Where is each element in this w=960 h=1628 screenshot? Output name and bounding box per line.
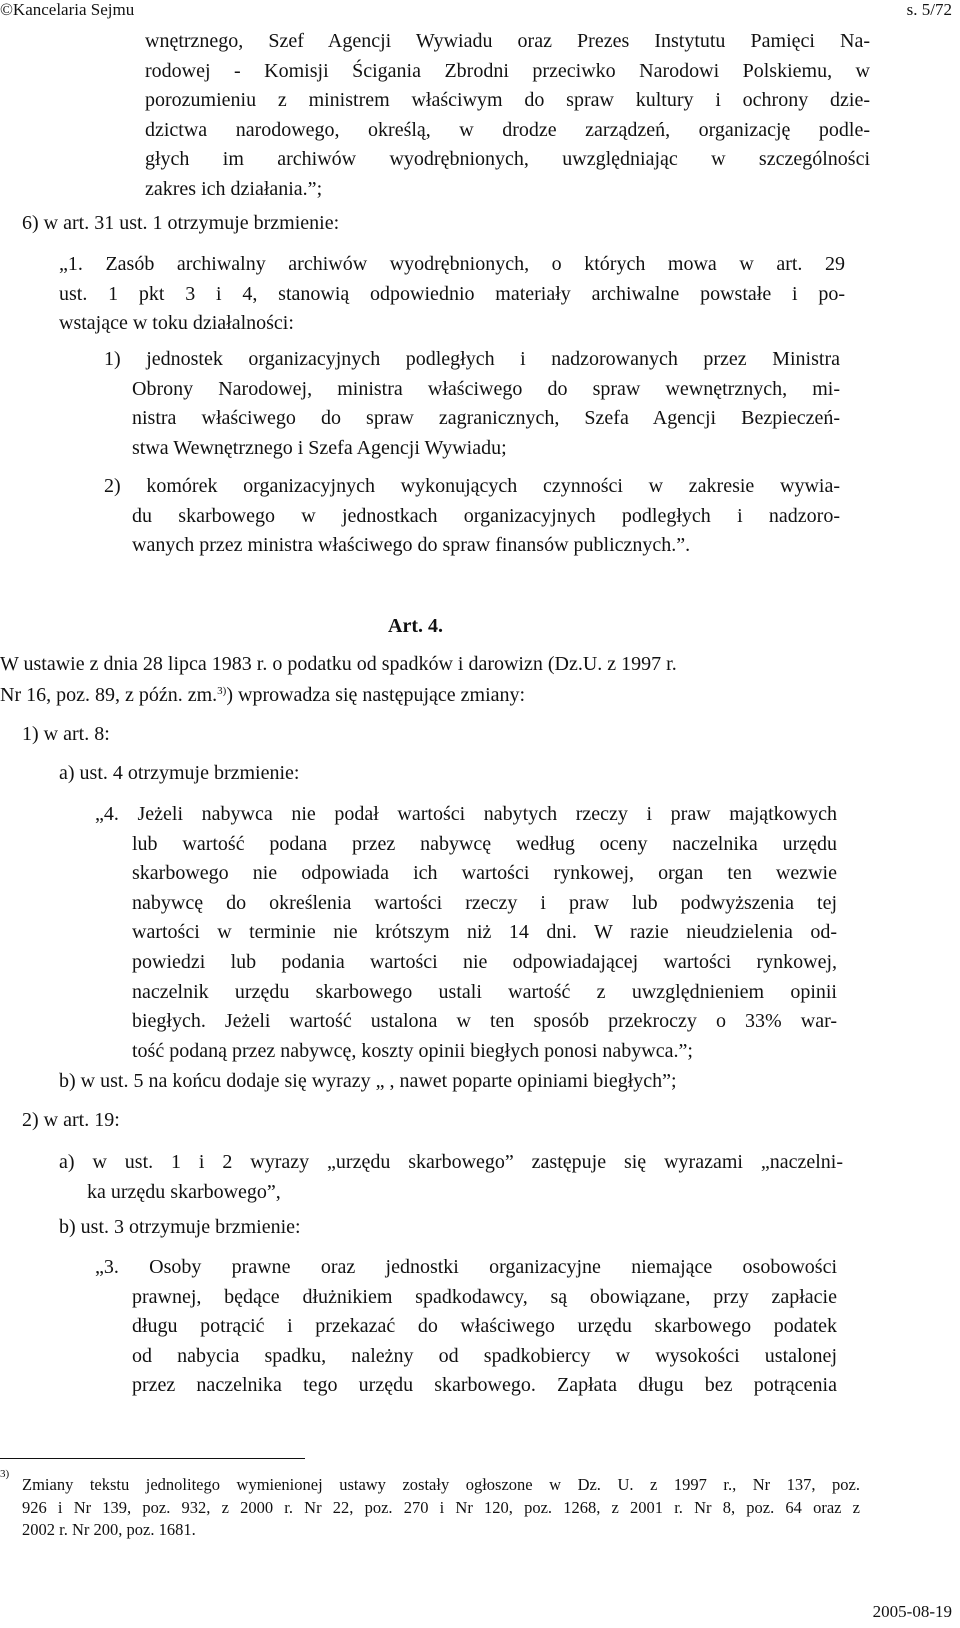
art31-point-1 xyxy=(104,345,840,463)
article-intro-line xyxy=(0,684,525,707)
amendment-item-2b: b) ust. 3 otrzymuje brzmienie: xyxy=(59,1216,301,1238)
intro-text: Nr 16, poz. 89, z późn. zm. xyxy=(0,684,218,706)
footnote-separator xyxy=(0,1458,305,1459)
text-line: wartości w terminie nie krótszym niż 14 dni. W razie nieudzielenia od- xyxy=(132,921,837,944)
text-line: biegłych. Jeżeli wartość ustalona w ten sposób przekroczy o 33% war- xyxy=(132,1010,837,1033)
page-number: s. 5/72 xyxy=(906,0,952,19)
text-line: powiedzi lub podania wartości nie odpowiadającej wartości rynkowej, xyxy=(132,950,837,973)
text-line: nistra właściwego do spraw zagranicznych, Szefa Agencji Bezpieczeń- xyxy=(132,407,840,430)
text-line: du skarbowego w jednostkach organizacyjnych podległych i nadzoro- xyxy=(132,504,840,527)
text-line: skarbowego nie odpowiada ich wartości rynkowej, organ ten wezwie xyxy=(132,862,837,885)
text-line: rodowej - Komisji Ścigania Zbrodni przeciwko Narodowi Polskiemu, w xyxy=(145,59,870,82)
text-line: nabywcę do określenia wartości rzeczy i praw lub podwyższenia tej xyxy=(132,891,837,914)
text-line: stwa Wewnętrznego i Szefa Agencji Wywiadu; xyxy=(132,436,507,459)
intro-text: ) wprowadza się następujące zmiany: xyxy=(226,684,526,706)
text-line: głych im archiwów wyodrębnionych, uwzględniając w szczególności xyxy=(145,148,870,171)
text-line: wstające w toku działalności: xyxy=(59,312,294,335)
text-line: od nabycia spadku, należny od spadkobiercy w wysokości ustalonej xyxy=(132,1344,837,1367)
text-line: wnętrznego, Szef Agencji Wywiadu oraz Prezes Instytutu Pamięci Na- xyxy=(145,30,870,52)
text-line: wanych przez ministra właściwego do spraw finansów publicznych.”. xyxy=(132,534,691,557)
text-line: porozumieniu z ministrem właściwym do spraw kultury i ochrony dzie- xyxy=(145,89,870,112)
paragraph-continuation xyxy=(145,27,870,205)
text-line: zakres ich działania.”; xyxy=(145,177,323,200)
art31-point-2 xyxy=(104,472,840,561)
text-line: naczelnik urzędu skarbowego ustali wartość z uwzględnieniem opinii xyxy=(132,980,837,1003)
footer-date: 2005-08-19 xyxy=(872,1602,952,1621)
ust4-text xyxy=(95,800,837,1066)
footnote-ref: 3) xyxy=(217,685,227,697)
text-line: Obrony Narodowej, ministra właściwego do spraw wewnętrznych, mi- xyxy=(132,377,840,400)
footnote-text xyxy=(22,1474,860,1542)
text-line: ka urzędu skarbowego”, xyxy=(87,1180,281,1203)
text-line: a) w ust. 1 i 2 wyrazy „urzędu skarbowego” zastępuje się wyrazami „naczelni- xyxy=(59,1151,843,1173)
text-line: ust. 1 pkt 3 i 4, stanowią odpowiednio materiały archiwalne powstałe i po- xyxy=(59,282,845,305)
amendment-item-2a xyxy=(59,1148,843,1207)
amendment-item-2: 2) w art. 19: xyxy=(22,1109,120,1131)
text-line: 1) jednostek organizacyjnych podległych i nadzorowanych przez Ministra xyxy=(104,348,840,370)
amendment-item-1b: b) w ust. 5 na końcu dodaje się wyrazy „ , nawet poparte opiniami biegłych”; xyxy=(59,1070,677,1092)
text-line: 2) komórek organizacyjnych wykonujących czynności w zakresie wywia- xyxy=(104,475,840,497)
amendment-item-1: 1) w art. 8: xyxy=(22,723,110,745)
text-line: lub wartość podana przez nabywcę według oceny naczelnika urzędu xyxy=(132,832,837,855)
amendment-item-1a: a) ust. 4 otrzymuje brzmienie: xyxy=(59,762,300,784)
text-line: tość podaną przez nabywcę, koszty opinii biegłych ponosi nabywca.”; xyxy=(132,1039,693,1062)
text-line: 2002 r. Nr 200, poz. 1681. xyxy=(22,1520,196,1539)
text-line: „4. Jeżeli nabywca nie podał wartości nabytych rzeczy i praw majątkowych xyxy=(95,803,837,825)
text-line: „3. Osoby prawne oraz jednostki organizacyjne niemające osobowości xyxy=(95,1256,837,1278)
text-line: Zmiany tekstu jednolitego wymienionej ustawy zostały ogłoszone w Dz. U. z 1997 r., Nr 137, poz. xyxy=(22,1475,860,1494)
header-copyright: ©Kancelaria Sejmu xyxy=(0,0,135,19)
text-line: przez naczelnika tego urzędu skarbowego. Zapłata długu bez potrącenia xyxy=(132,1374,837,1397)
article-intro-line: W ustawie z dnia 28 lipca 1983 r. o podatku od spadków i darowizn (Dz.U. z 1997 r. xyxy=(0,653,677,675)
text-line: „1. Zasób archiwalny archiwów wyodrębnionych, o których mowa w art. 29 xyxy=(59,253,845,275)
footnote-marker: 3) xyxy=(0,1468,10,1480)
article-heading: Art. 4. xyxy=(388,615,443,637)
amendment-item-6: 6) w art. 31 ust. 1 otrzymuje brzmienie: xyxy=(22,212,340,234)
art31-text xyxy=(59,250,845,339)
text-line: długu potrącić i przekazać do właściwego urzędu skarbowego podatek xyxy=(132,1315,837,1338)
text-line: prawnej, będące dłużnikiem spadkodawcy, są obowiązane, przy zapłacie xyxy=(132,1285,837,1308)
ust3-text xyxy=(95,1253,837,1401)
text-line: 926 i Nr 139, poz. 932, z 2000 r. Nr 22, poz. 270 i Nr 120, poz. 1268, z 2001 r. Nr 8, poz. 64 oraz z xyxy=(22,1497,860,1517)
text-line: dzictwa narodowego, określą, w drodze zarządzeń, organizację podle- xyxy=(145,118,870,141)
